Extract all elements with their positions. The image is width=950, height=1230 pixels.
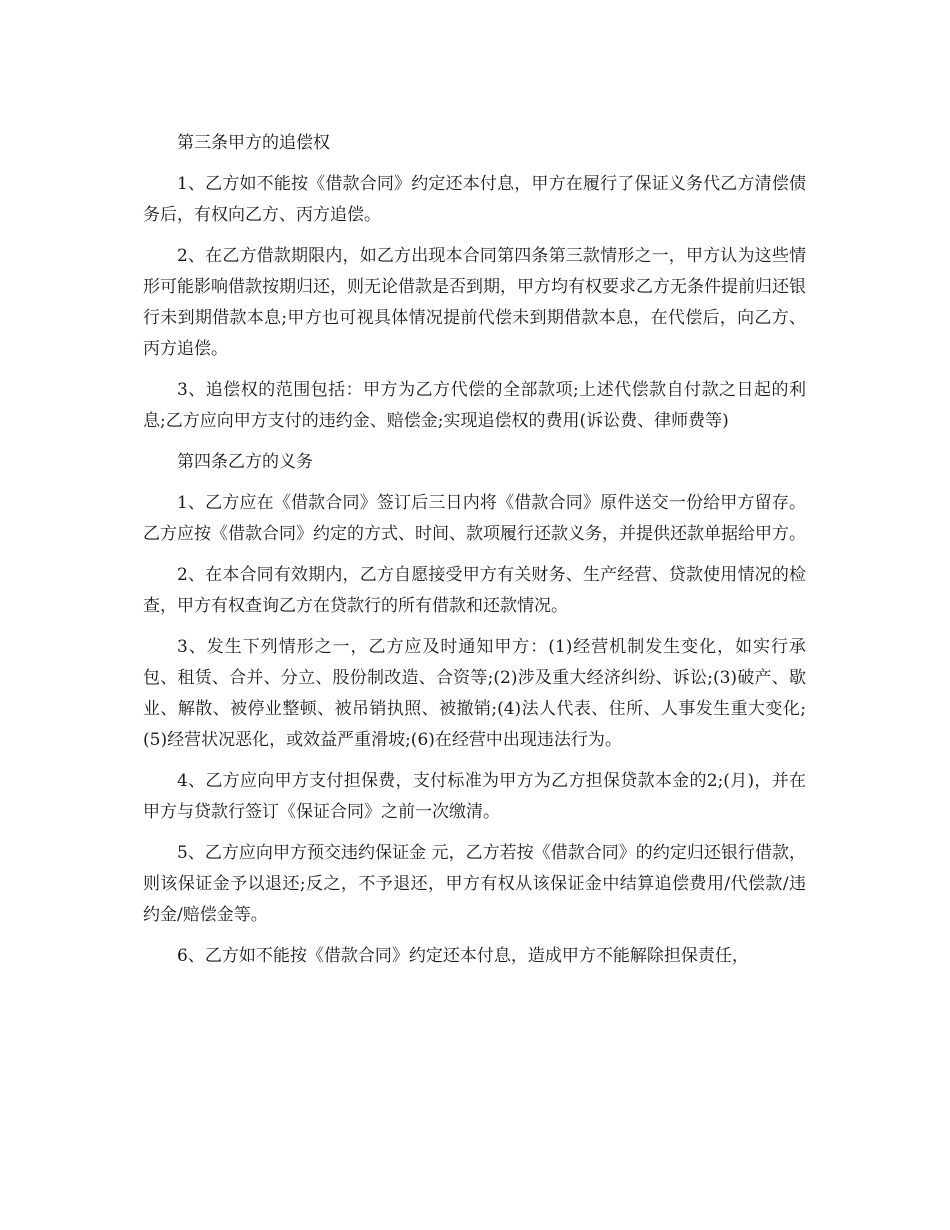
paragraph: 2、在本合同有效期内，乙方自愿接受甲方有关财务、生产经营、贷款使用情况的检查，甲方有权查询乙方在贷款行的所有借款和还款情况。 bbox=[143, 565, 806, 616]
paragraph: 6、乙方如不能按《借款合同》约定还本付息，造成甲方不能解除担保责任， bbox=[177, 946, 749, 966]
paragraph: 5、乙方应向甲方预交违约保证金 元，乙方若按《借款合同》的约定归还银行借款，则该保证金予以退还;反之，不予退还，甲方有权从该保证金中结算追偿费用/代偿款/违约金/赔偿金等。 bbox=[143, 843, 806, 925]
paragraph: 4、乙方应向甲方支付担保费，支付标准为甲方为乙方担保贷款本金的2;(月)，并在甲方与贷款行签订《保证合同》之前一次缴清。 bbox=[143, 771, 806, 822]
section-heading-3: 第三条甲方的追偿权 bbox=[177, 133, 330, 153]
paragraph: 1、乙方如不能按《借款合同》约定还本付息，甲方在履行了保证义务代乙方清偿债务后，有权向乙方、丙方追偿。 bbox=[143, 174, 806, 225]
paragraph: 1、乙方应在《借款合同》签订后三日内将《借款合同》原件送交一份给甲方留存。乙方应按《借款合同》约定的方式、时间、款项履行还款义务，并提供还款单据给甲方。 bbox=[143, 493, 806, 544]
paragraph: 3、发生下列情形之一，乙方应及时通知甲方：(1)经营机制发生变化，如实行承包、租赁、合并、分立、股份制改造、合资等;(2)涉及重大经济纠纷、诉讼;(3)破产、歇业、解散、被停业整顿、被吊销执照、被撤销;(4)法人代表、住所、人事发生重大变化;(5)经营状况恶化，或效益严重滑坡;(6)在经营中出现违法行为。 bbox=[143, 637, 806, 750]
section-heading-4: 第四条乙方的义务 bbox=[177, 452, 313, 472]
paragraph: 3、追偿权的范围包括：甲方为乙方代偿的全部款项;上述代偿款自付款之日起的利息;乙方应向甲方支付的违约金、赔偿金;实现追偿权的费用(诉讼费、律师费等) bbox=[143, 380, 806, 431]
paragraph: 2、在乙方借款期限内，如乙方出现本合同第四条第三款情形之一，甲方认为这些情形可能影响借款按期归还，则无论借款是否到期，甲方均有权要求乙方无条件提前归还银行未到期借款本息;甲方也可视具体情况提前代偿未到期借款本息，在代偿后，向乙方、丙方追偿。 bbox=[143, 246, 806, 359]
